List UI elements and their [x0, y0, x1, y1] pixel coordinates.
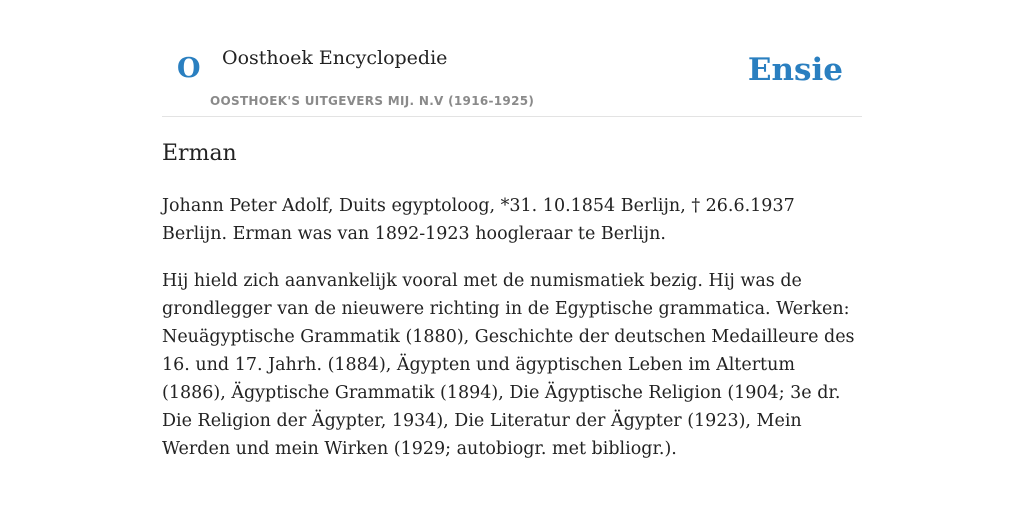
- entry-body: [162, 192, 862, 482]
- ensie-brand-link[interactable]: Ensie: [747, 52, 843, 88]
- entry-title: Erman: [162, 141, 237, 166]
- entry-paragraph: Johann Peter Adolf, Duits egyptoloog, *31. 10.1854 Berlijn, † 26.6.1937 Berlijn. Erman was van 1892-1923 hoogleraar te Berlijn.: [162, 196, 795, 244]
- entry-paragraph: Hij hield zich aanvankelijk vooral met de numismatiek bezig. Hij was de grondlegger van de nieuwere richting in de Egyptische grammatica. Werken: Neuägyptische Grammatik (1880), Geschichte der deutschen Medailleure des 16. und 17. Jahrh. (1884), Ägypten und ägyptischen Leben im Altertum (1886), Ägyptische Grammatik (1894), Die Ägyptische Religion (1904; 3e dr. Die Religion der Ägypter, 1934), Die Literatur der Ägypter (1923), Mein Werden und mein Wirken (1929; autobiogr. met bibliogr.).: [162, 271, 855, 459]
- publisher-label: OOSTHOEK'S UITGEVERS MIJ. N.V (1916-1925): [210, 94, 535, 108]
- site-header: [162, 0, 862, 117]
- site-logo-icon[interactable]: O: [177, 53, 201, 84]
- site-title-link[interactable]: Oosthoek Encyclopedie: [222, 47, 448, 69]
- page: [162, 0, 862, 512]
